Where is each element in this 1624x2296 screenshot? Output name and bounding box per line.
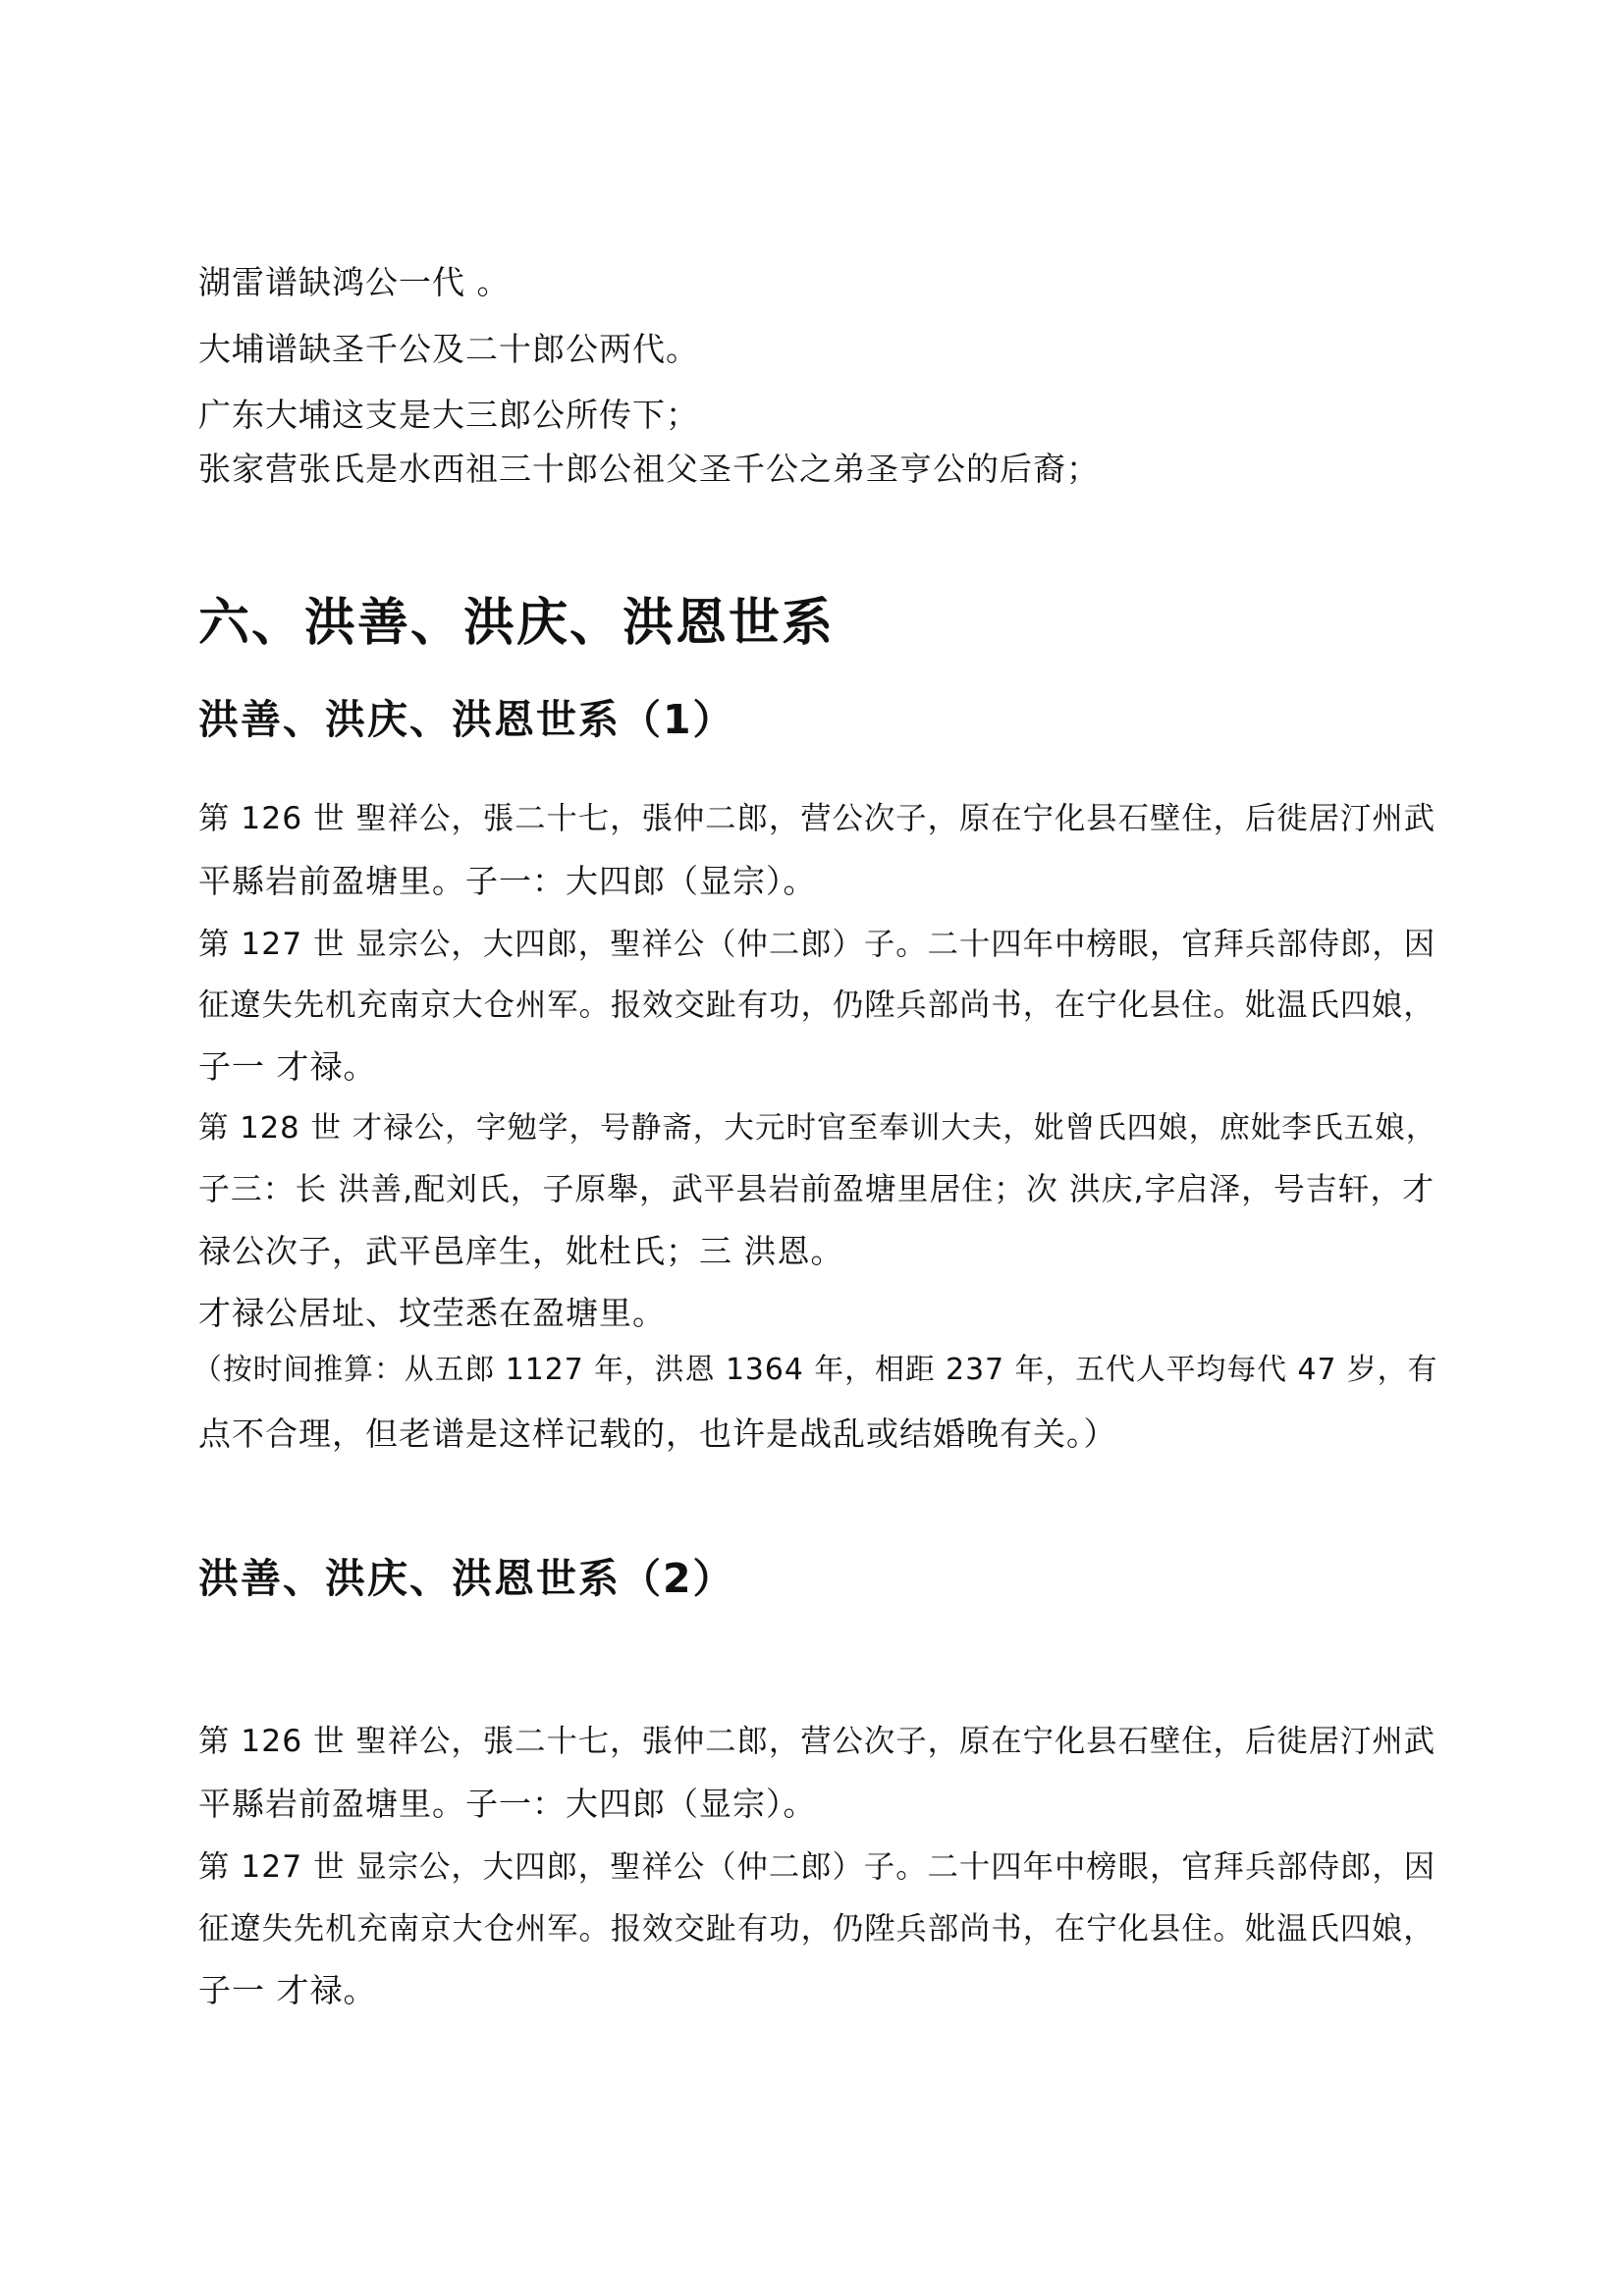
sub2-line-5: 子一 才禄。	[198, 1971, 377, 2009]
sub1-line-5: 子一 才禄。	[198, 1047, 377, 1086]
intro-line-1: 湖雷谱缺鸿公一代 。	[198, 263, 511, 301]
sub1-line-10: （按时间推算：从五郎 1127 年，洪恩 1364 年，相距 237 年，五代人平均每代 47 岁，有	[192, 1353, 1438, 1387]
subsection-2-title: 洪善、洪庆、洪恩世系（2）	[198, 1555, 735, 1602]
sub1-line-9: 才禄公居址、坟茔悉在盈塘里。	[198, 1294, 666, 1332]
sub2-line-1: 第 126 世 聖祥公，張二十七，張仲二郎，营公次子，原在宁化县石壁住，后徙居汀州武	[198, 1724, 1436, 1759]
intro-line-2: 大埔谱缺圣千公及二十郎公两代。	[198, 330, 699, 368]
sub1-line-6: 第 128 世 才禄公，字勉学，号静斋，大元时官至奉训大夫，妣曾氏四娘，庶妣李氏五娘，	[198, 1111, 1437, 1146]
sub2-line-2: 平縣岩前盈塘里。子一：大四郎（显宗）。	[198, 1785, 817, 1823]
sub1-line-7: 子三：长 洪善,配刘氏，子原舉，武平县岩前盈塘里居住；次 洪庆,字启泽，号吉轩，才	[198, 1170, 1435, 1207]
subsection-1-title: 洪善、洪庆、洪恩世系（1）	[198, 696, 735, 743]
sub1-line-8: 禄公次子，武平邑庠生，妣杜氏；三 洪恩。	[198, 1232, 844, 1270]
sub1-line-11: 点不合理，但老谱是这样记载的，也许是战乱或结婚晚有关。）	[198, 1415, 1117, 1453]
sub1-line-4: 征遼失先机充南京大仓州军。报效交趾有功，仍陞兵部尚书，在宁化县住。妣温氏四娘，	[198, 988, 1435, 1023]
sub1-line-2: 平縣岩前盈塘里。子一：大四郎（显宗）。	[198, 862, 817, 900]
section-title: 六、洪善、洪庆、洪恩世系	[198, 594, 836, 653]
sub1-line-3: 第 127 世 显宗公，大四郎，聖祥公（仲二郎）子。二十四年中榜眼，官拜兵部侍郎，因	[198, 927, 1436, 962]
sub2-line-4: 征遼失先机充南京大仓州军。报效交趾有功，仍陞兵部尚书，在宁化县住。妣温氏四娘，	[198, 1911, 1435, 1947]
sub2-line-3: 第 127 世 显宗公，大四郎，聖祥公（仲二郎）子。二十四年中榜眼，官拜兵部侍郎，因	[198, 1849, 1436, 1885]
sub1-line-1: 第 126 世 聖祥公，張二十七，張仲二郎，营公次子，原在宁化县石壁住，后徙居汀州武	[198, 801, 1436, 836]
intro-line-4: 张家营张氏是水西祖三十郎公祖父圣千公之弟圣亨公的后裔；	[198, 450, 1100, 488]
intro-line-3: 广东大埔这支是大三郎公所传下；	[198, 396, 699, 434]
